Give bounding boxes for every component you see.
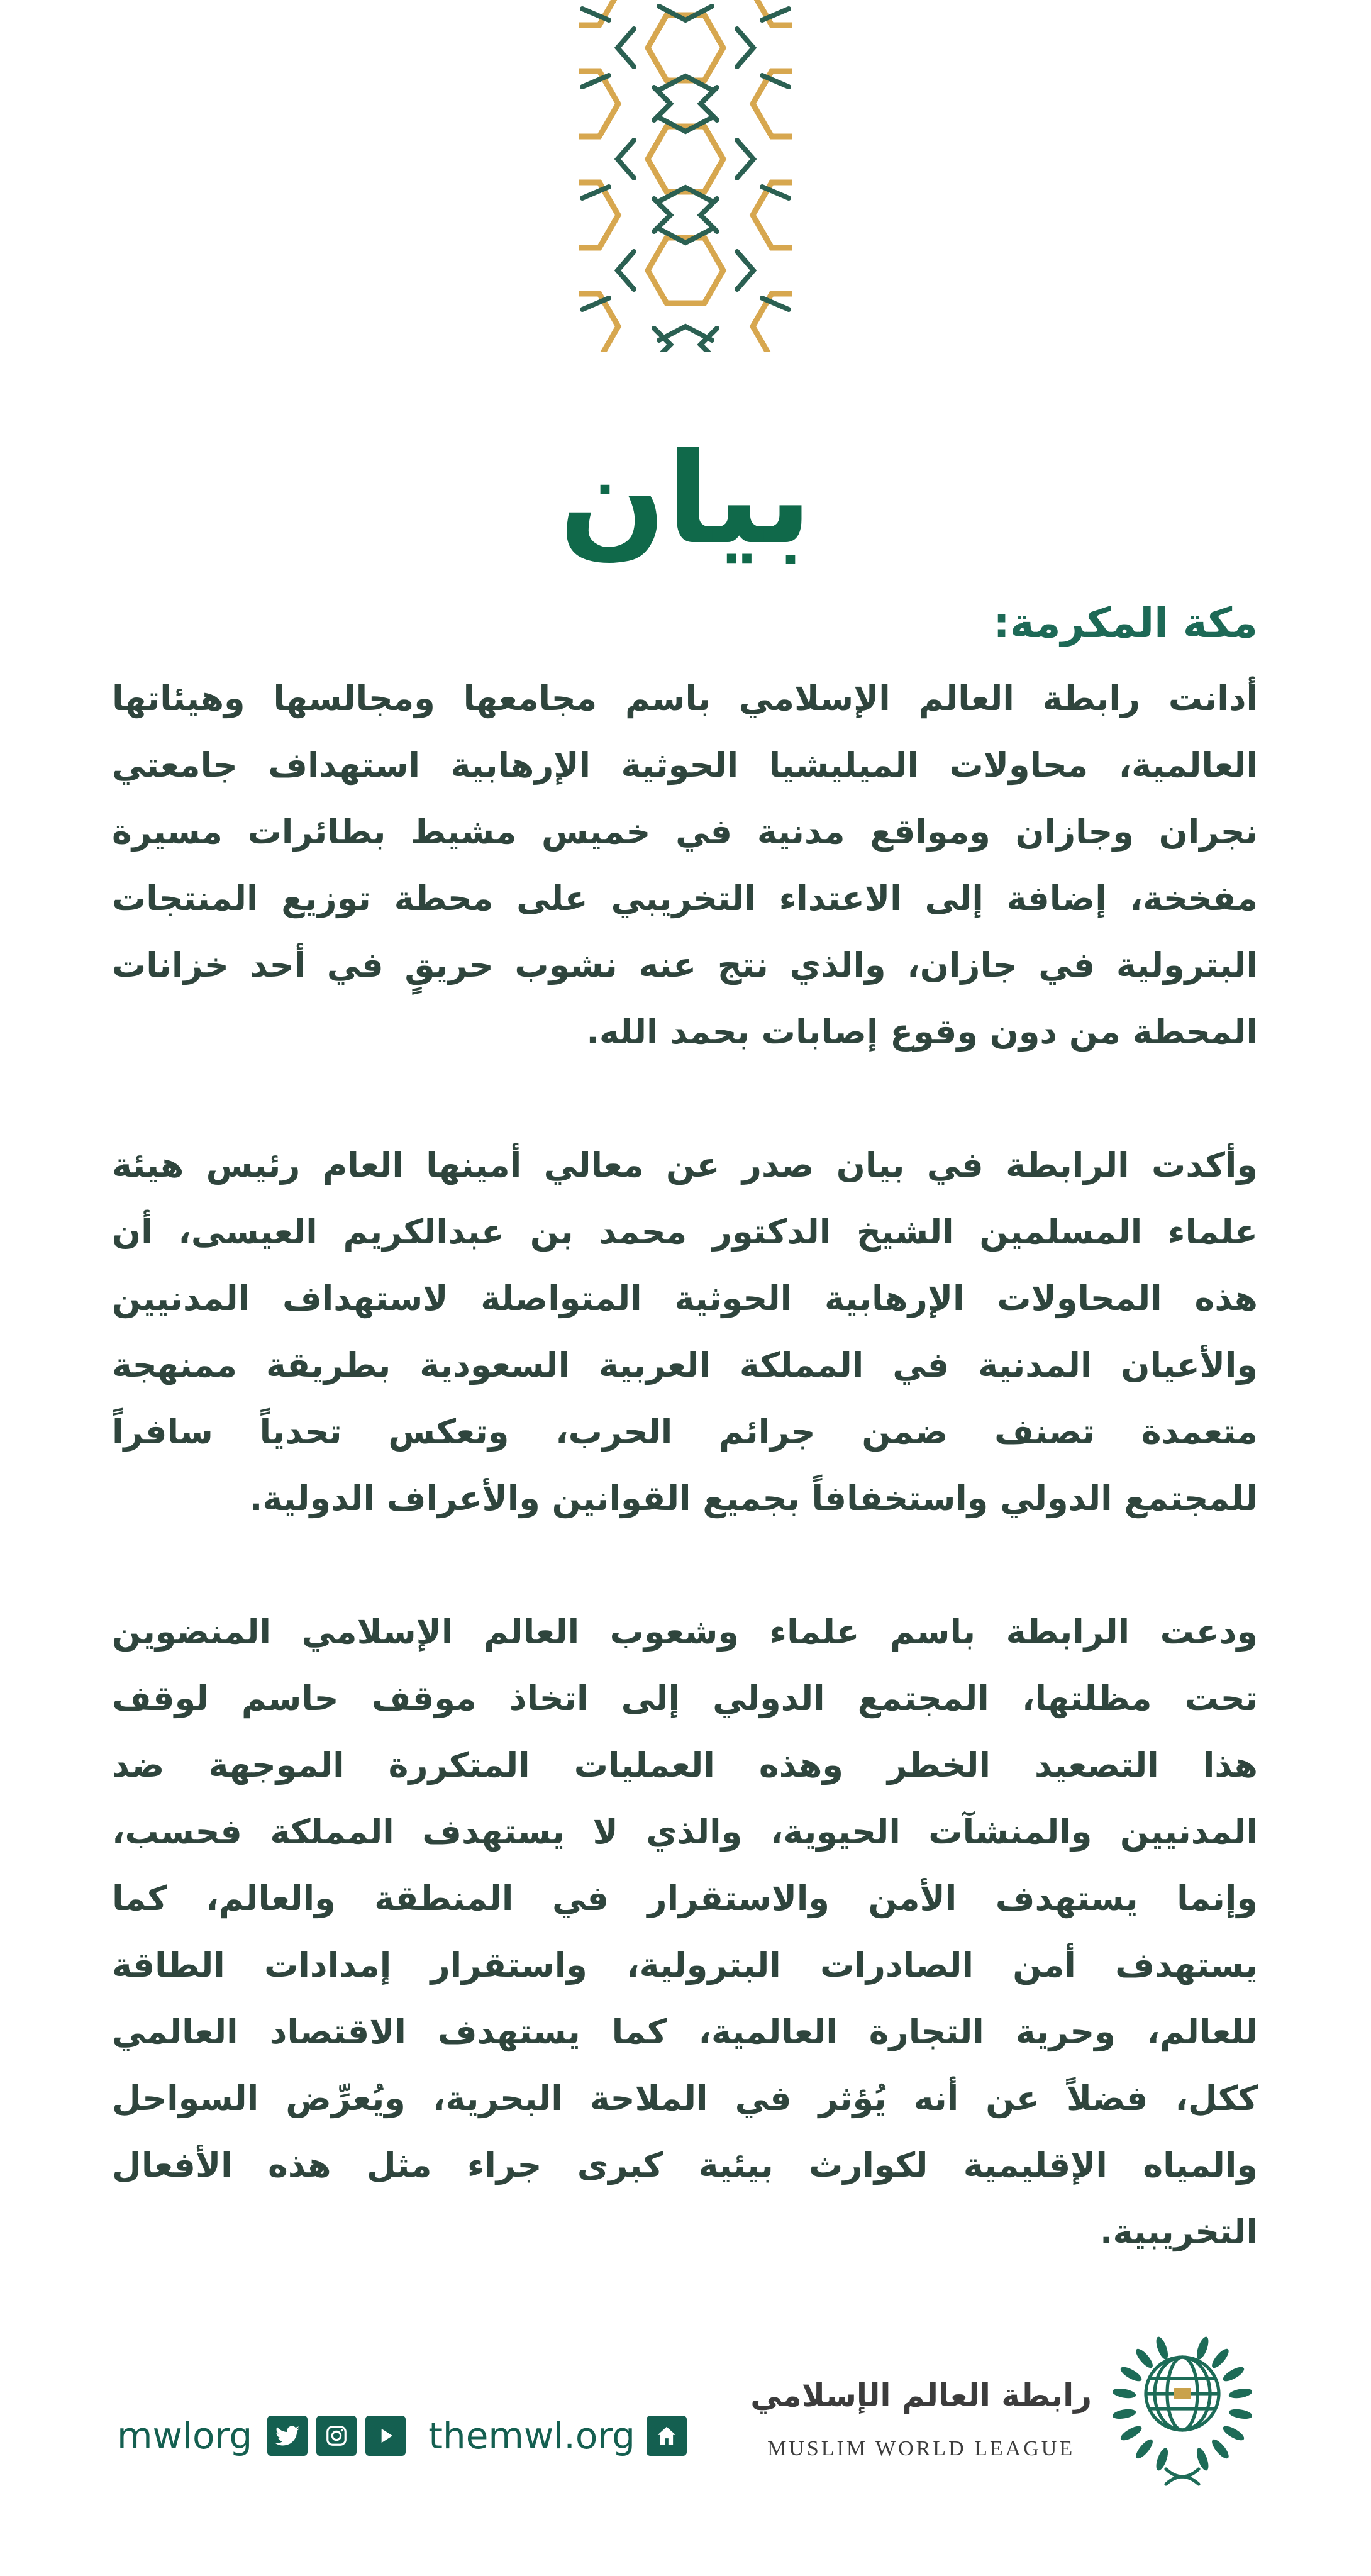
statement-line: والأعيان المدنية في المملكة العربية السعودية بطريقة ممنهجة (112, 1345, 1258, 1385)
statement-line: مفخخة، إضافة إلى الاعتداء التخريبي على محطة توزيع المنتجات (112, 879, 1258, 918)
statement-line: العالمية، محاولات الميليشيا الحوثية الإرهابية استهداف جامعتي (112, 745, 1258, 785)
statement-line: البترولية في جازان، والذي نتج عنه نشوب حريقٍ في أحد خزانات (112, 945, 1258, 985)
website-link[interactable]: themwl.org (428, 2414, 635, 2457)
statement-line: ككل، فضلاً عن أنه يُؤثر في الملاحة البحرية، ويُعرِّض السواحل (112, 2079, 1258, 2118)
statement-line: نجران وجازان ومواقع مدنية في خميس مشيط بطائرات مسيرة (112, 812, 1258, 852)
statement-line: ودعت الرابطة باسم علماء وشعوب العالم الإسلامي المنضوين (112, 1612, 1258, 1652)
paragraph (112, 665, 1258, 1065)
home-icon[interactable] (647, 2416, 687, 2456)
statement-line: تحت مظلتها، المجتمع الدولي إلى اتخاذ موقف حاسم لوقف (112, 1679, 1258, 1718)
youtube-icon[interactable] (365, 2416, 406, 2456)
mwl-arabic-name: رابطة العالم الإسلامي (750, 2377, 1092, 2414)
social-row (117, 2415, 696, 2457)
geometric-ornament (579, 0, 792, 352)
statement-line: المدنيين والمنشآت الحيوية، والذي لا يستهدف المملكة فحسب، (112, 1812, 1258, 1852)
paragraph (112, 1599, 1258, 2265)
paragraph (112, 1132, 1258, 1532)
statement-line: أدانت رابطة العالم الإسلامي باسم مجامعها ومجالسها وهيئاتها (112, 679, 1258, 718)
wreath-stems (1166, 2469, 1199, 2484)
statement-line: التخريبية. (1100, 2212, 1258, 2251)
statement-line: للعالم، وحرية التجارة العالمية، كما يستهدف الاقتصاد العالمي (112, 2012, 1258, 2051)
statement-line: المحطة من دون وقوع إصابات بحمد الله. (586, 1012, 1258, 1052)
mwl-logo (750, 2331, 1252, 2492)
statement-line: علماء المسلمين الشيخ الدكتور محمد بن عبدالكريم العيسى، أن (112, 1212, 1258, 1252)
page-title: بيان (558, 426, 813, 572)
emblem-gold-mark (1174, 2388, 1191, 2399)
location-heading: مكة المكرمة: (993, 599, 1258, 647)
statement-line: وإنما يستهدف الأمن والاستقرار في المنطقة والعالم، كما (112, 1879, 1258, 1918)
social-handle[interactable]: mwlorg (117, 2414, 253, 2457)
mwl-logo-text (750, 2358, 1092, 2465)
statement-line: متعمدة تصنف ضمن جرائم الحرب، وتعكس تحدياً سافراً (112, 1412, 1258, 1452)
mwl-english-name: MUSLIM WORLD LEAGUE (767, 2437, 1075, 2460)
statement-body (112, 596, 1258, 2265)
twitter-icon[interactable] (267, 2416, 308, 2456)
statement-line: يستهدف أمن الصادرات البترولية، واستقرار إمدادات الطاقة (112, 1945, 1258, 1985)
instagram-icon[interactable] (316, 2416, 357, 2456)
statement-line: للمجتمع الدولي واستخفافاً بجميع القوانين والأعراف الدولية. (249, 1479, 1258, 1518)
statement-line: وأكدت الرابطة في بيان صدر عن معالي أمينها العام رئيس هيئة (112, 1145, 1258, 1185)
footer (0, 2321, 1371, 2522)
mwl-emblem (1113, 2331, 1252, 2492)
statement-line: والمياه الإقليمية لكوارث بيئية كبرى جراء مثل هذه الأفعال (112, 2145, 1258, 2185)
statement-line: هذه المحاولات الإرهابية الحوثية المتواصلة لاستهداف المدنيين (112, 1279, 1258, 1318)
statement-line: هذا التصعيد الخطر وهذه العمليات المتكررة الموجهة ضد (112, 1745, 1258, 1785)
